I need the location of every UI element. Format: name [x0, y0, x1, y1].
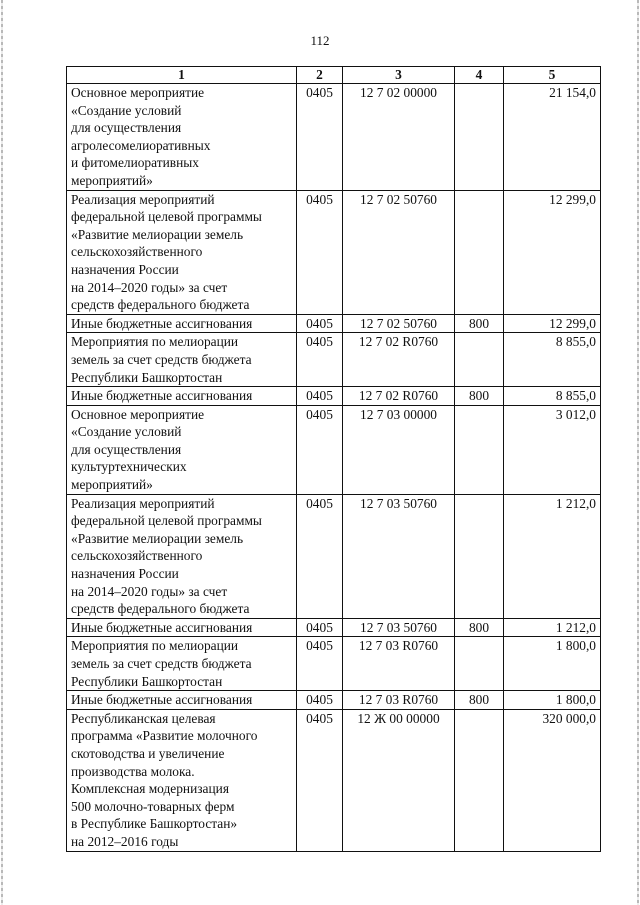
table-row: [67, 637, 601, 691]
row-target-article: 12 7 02 R0760: [343, 387, 455, 406]
row-name: Иные бюджетные ассигнования: [67, 618, 297, 637]
row-name: Мероприятия по мелиорации земель за счет средств бюджета Республики Башкортостан: [67, 637, 297, 691]
column-header-4: 4: [455, 67, 504, 84]
row-name: Мероприятия по мелиорации земель за счет средств бюджета Республики Башкортостан: [67, 333, 297, 387]
row-expense-type: 800: [455, 618, 504, 637]
row-amount: 12 299,0: [504, 190, 601, 314]
column-header-3: 3: [343, 67, 455, 84]
row-target-article: 12 Ж 00 00000: [343, 709, 455, 851]
row-section: 0405: [297, 314, 343, 333]
row-target-article: 12 7 02 50760: [343, 190, 455, 314]
row-section: 0405: [297, 405, 343, 494]
row-amount: 3 012,0: [504, 405, 601, 494]
row-expense-type: [455, 637, 504, 691]
row-expense-type: [455, 405, 504, 494]
row-name: Реализация мероприятий федеральной целевой программы «Развитие мелиорации земель сельскохозяйственного назначения России на 2014–2020 годы» за счет средств федерального бюджета: [67, 494, 297, 618]
row-expense-type: [455, 709, 504, 851]
row-expense-type: 800: [455, 387, 504, 406]
table-header: [67, 67, 601, 84]
table-body: [67, 84, 601, 852]
table-row: [67, 494, 601, 618]
row-target-article: 12 7 03 00000: [343, 405, 455, 494]
column-header-5: 5: [504, 67, 601, 84]
table-row: [67, 333, 601, 387]
row-name: Основное мероприятие «Создание условий для осуществления культуртехнических мероприятий»: [67, 405, 297, 494]
row-section: 0405: [297, 709, 343, 851]
scan-edge-left: [1, 0, 3, 905]
table-row: [67, 691, 601, 710]
row-amount: 1 212,0: [504, 494, 601, 618]
table-row: [67, 405, 601, 494]
row-section: 0405: [297, 494, 343, 618]
row-name: Иные бюджетные ассигнования: [67, 691, 297, 710]
page-number: 112: [310, 33, 330, 48]
row-amount: 1 212,0: [504, 618, 601, 637]
table-row: [67, 618, 601, 637]
row-section: 0405: [297, 691, 343, 710]
row-expense-type: [455, 333, 504, 387]
row-section: 0405: [297, 387, 343, 406]
row-target-article: 12 7 03 50760: [343, 618, 455, 637]
row-amount: 21 154,0: [504, 84, 601, 191]
row-amount: 8 855,0: [504, 387, 601, 406]
row-amount: 320 000,0: [504, 709, 601, 851]
row-expense-type: [455, 190, 504, 314]
row-target-article: 12 7 03 R0760: [343, 691, 455, 710]
scan-edge-right: [637, 0, 639, 905]
row-name: Иные бюджетные ассигнования: [67, 387, 297, 406]
header-row: [67, 67, 601, 84]
table-row: [67, 314, 601, 333]
row-section: 0405: [297, 618, 343, 637]
table-row: [67, 84, 601, 191]
row-target-article: 12 7 02 50760: [343, 314, 455, 333]
row-target-article: 12 7 03 50760: [343, 494, 455, 618]
row-name: Основное мероприятие «Создание условий для осуществления агролесомелиоративных и фитомелиоративных мероприятий»: [67, 84, 297, 191]
row-name: Республиканская целевая программа «Развитие молочного скотоводства и увеличение производства молока. Комплексная модернизация 500 молочно-товарных ферм в Республике Башкортостан» на 2012–2016 годы: [67, 709, 297, 851]
row-expense-type: [455, 494, 504, 618]
table-row: [67, 387, 601, 406]
row-target-article: 12 7 03 R0760: [343, 637, 455, 691]
row-amount: 1 800,0: [504, 691, 601, 710]
row-target-article: 12 7 02 00000: [343, 84, 455, 191]
row-section: 0405: [297, 333, 343, 387]
row-section: 0405: [297, 637, 343, 691]
row-section: 0405: [297, 190, 343, 314]
row-amount: 8 855,0: [504, 333, 601, 387]
table-row: [67, 709, 601, 851]
budget-table: [66, 66, 601, 852]
column-header-2: 2: [297, 67, 343, 84]
row-section: 0405: [297, 84, 343, 191]
row-amount: 12 299,0: [504, 314, 601, 333]
table-row: [67, 190, 601, 314]
column-header-1: 1: [67, 67, 297, 84]
row-expense-type: [455, 84, 504, 191]
row-expense-type: 800: [455, 314, 504, 333]
row-target-article: 12 7 02 R0760: [343, 333, 455, 387]
row-expense-type: 800: [455, 691, 504, 710]
row-name: Иные бюджетные ассигнования: [67, 314, 297, 333]
row-name: Реализация мероприятий федеральной целевой программы «Развитие мелиорации земель сельскохозяйственного назначения России на 2014–2020 годы» за счет средств федерального бюджета: [67, 190, 297, 314]
row-amount: 1 800,0: [504, 637, 601, 691]
